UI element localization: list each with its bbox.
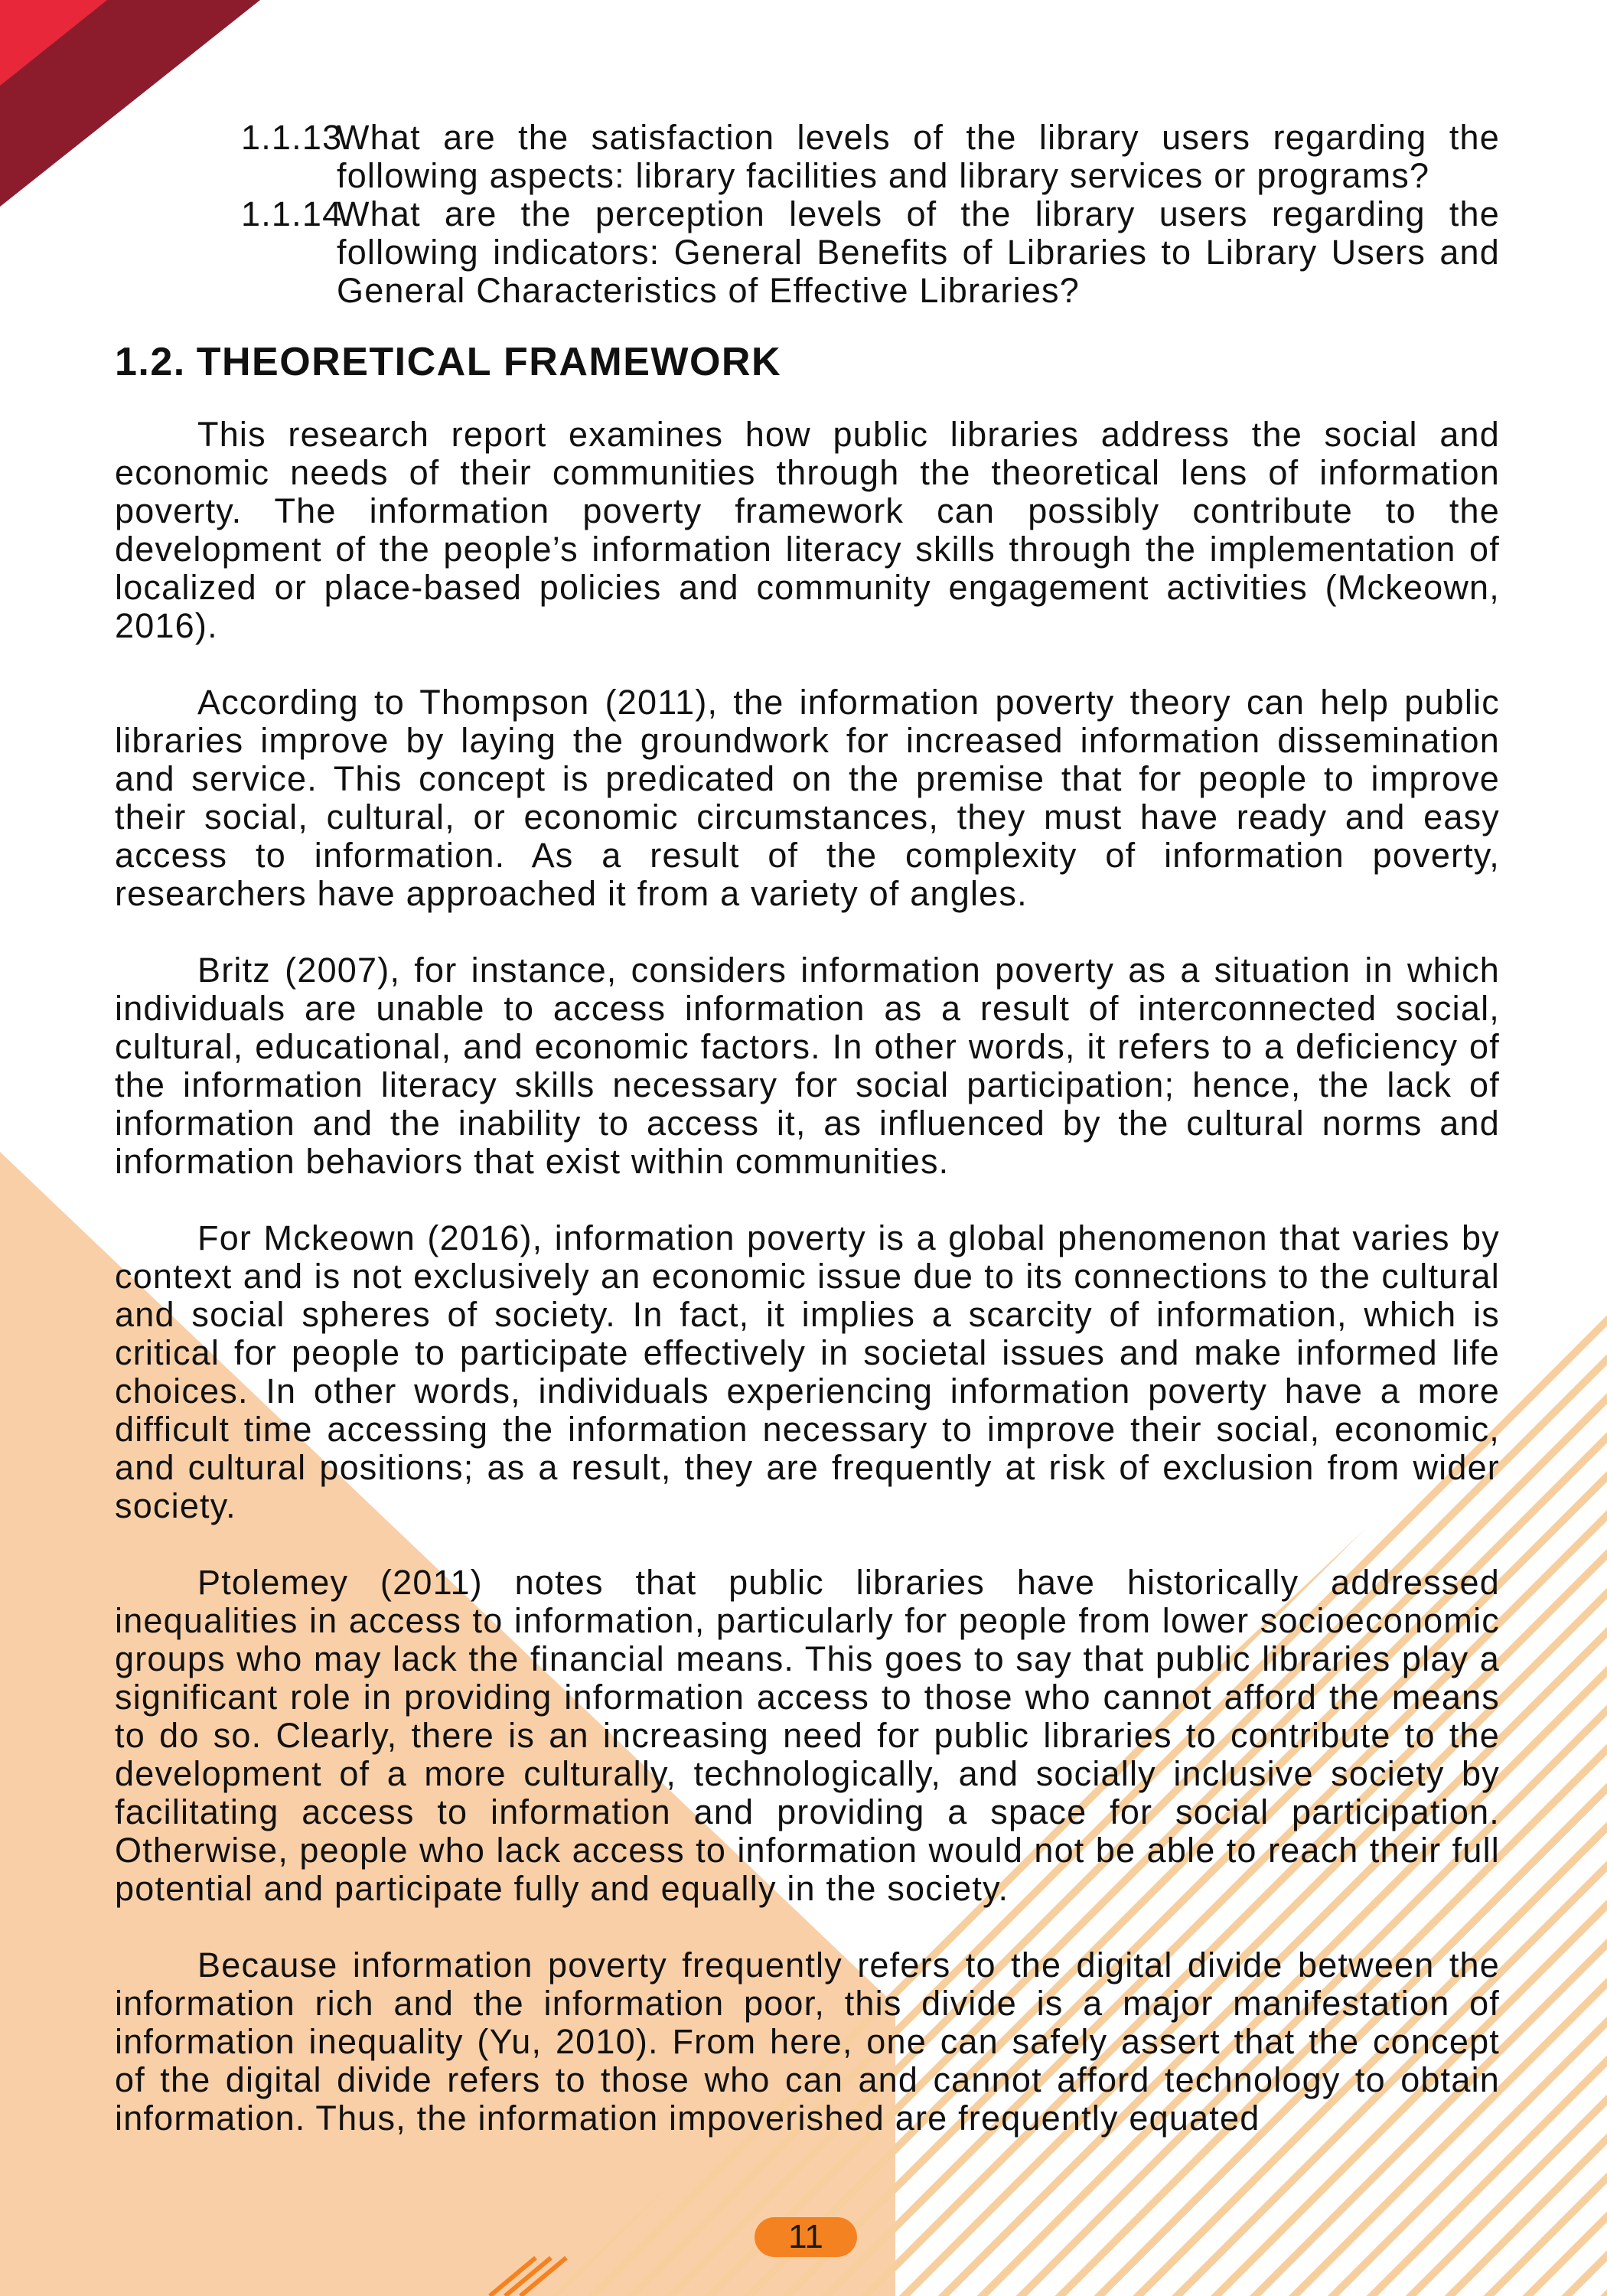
section-title: THEORETICAL FRAMEWORK — [196, 340, 782, 384]
paragraph: Because information poverty frequently refers to the digital divide between the information rich and the information poor, this divide is a major manifestation of information inequality (Yu, 2010). From here, one can safely assert that the concept of the digital divide refers to those who can and cannot afford technology to obtain information. Thus, the information impoverished are frequently equated — [115, 1945, 1500, 2138]
question-number: 1.1.14. — [241, 194, 354, 233]
question-text: What are the satisfaction levels of the library users regarding the following aspects: library facilities and library services or programs? — [337, 118, 1500, 195]
research-question-1-1-13 — [115, 119, 1500, 195]
question-text: What are the perception levels of the library users regarding the following indicators: General Benefits of Libraries to Library Users and General Characteristics of Effective Libraries? — [337, 194, 1500, 310]
paragraph: Britz (2007), for instance, considers information poverty as a situation in which individuals are unable to access information as a result of interconnected social, cultural, educational, and economic factors. In other words, it refers to a deficiency of the information literacy skills necessary for social participation; hence, the lack of information and the inability to access it, as influenced by the cultural norms and information behaviors that exist within communities. — [115, 951, 1500, 1181]
paragraph: This research report examines how public libraries address the social and economic needs of their communities through the theoretical lens of information poverty. The information poverty framework can possibly contribute to the development of the people’s information literacy skills through the implementation of localized or place-based policies and community engagement activities (Mckeown, 2016). — [115, 415, 1500, 645]
page-number-badge: 11 — [755, 2217, 857, 2257]
page-content — [115, 119, 1500, 2176]
paragraph: Ptolemey (2011) notes that public libraries have historically addressed inequalities in access to information, particularly for people from lower socioeconomic groups who may lack the financial means. This goes to say that public libraries play a significant role in providing information access to those who cannot afford the means to do so. Clearly, there is an increasing need for public libraries to contribute to the development of a more culturally, technologically, and socially inclusive society by facilitating access to information and providing a space for social participation. Otherwise, people who lack access to information would not be able to reach their full potential and participate fully and equally in the society. — [115, 1563, 1500, 1908]
paragraph: According to Thompson (2011), the information poverty theory can help public libraries improve by laying the groundwork for increased information dissemination and service. This concept is predicated on the premise that for people to improve their social, cultural, or economic circumstances, they must have ready and easy access to information. As a result of the complexity of information poverty, researchers have approached it from a variety of angles. — [115, 683, 1500, 913]
paragraph: For Mckeown (2016), information poverty is a global phenomenon that varies by context and is not exclusively an economic issue due to its connections to the cultural and social spheres of society. In fact, it implies a scarcity of information, which is critical for people to participate effectively in societal issues and make informed life choices. In other words, individuals experiencing information poverty have a more difficult time accessing the information necessary to improve their social, economic, and cultural positions; as a result, they are frequently at risk of exclusion from wider society. — [115, 1218, 1500, 1525]
section-number: 1.2. — [115, 340, 186, 384]
research-question-1-1-14 — [115, 195, 1500, 310]
question-number: 1.1.13. — [241, 118, 354, 157]
section-heading — [115, 339, 1500, 385]
